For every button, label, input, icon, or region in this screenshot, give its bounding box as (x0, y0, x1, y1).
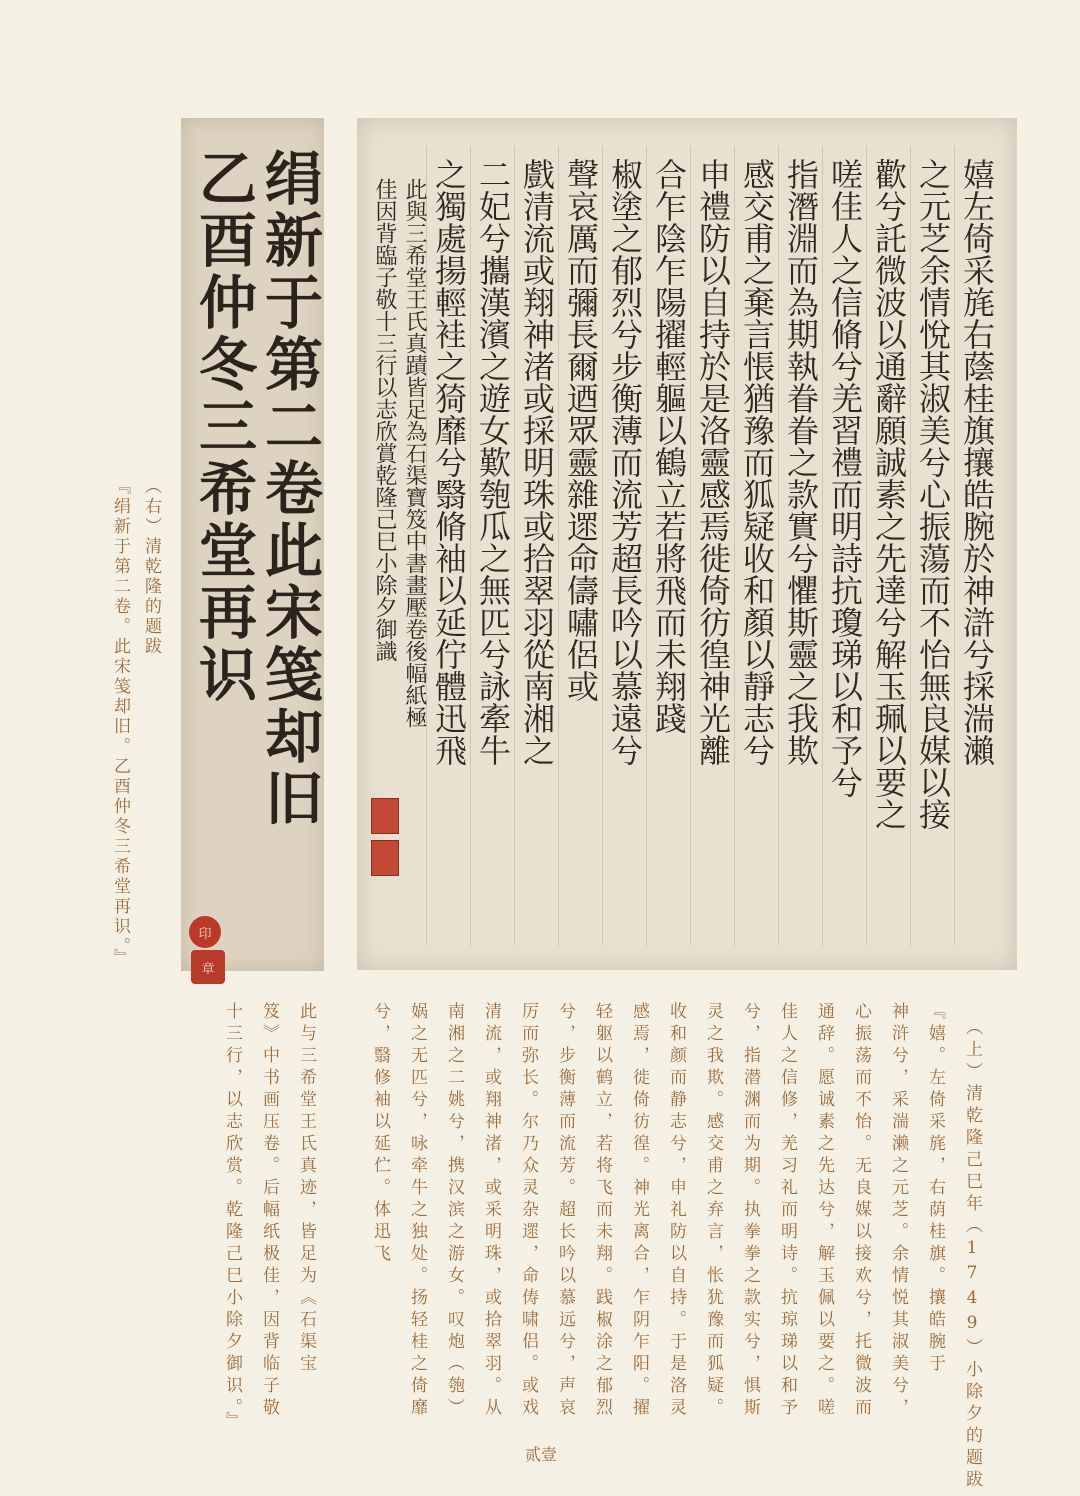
red-seal-round: 印 (189, 916, 221, 948)
main-column: 之元芝余情悅其淑美兮心振蕩而不怡無良媒以接 (914, 158, 952, 830)
column-rule (866, 146, 867, 946)
column-rule (646, 146, 647, 946)
main-column: 申禮防以自持於是洛靈感焉徙倚彷徨神光離 (694, 158, 732, 766)
commentary-column: 通辞。愿诚素之先达兮，解玉佩以要之。嗟 (814, 1002, 834, 1420)
inscription-line-2: 佳因背臨子敬十三行以志欣賞乾隆己巳小除夕御識 (372, 178, 397, 662)
main-column: 嗟佳人之信脩兮羌習禮而明詩抗瓊珶以和予兮 (826, 158, 864, 798)
commentary-column: 佳人之信修，羌习礼而明诗。抗琼珶以和予 (777, 1002, 797, 1420)
commentary-column: 清流，或翔神渚，或采明珠，或拾翠羽。从 (481, 1002, 501, 1420)
main-column: 指潛淵而為期執眷眷之款實兮懼斯靈之我欺 (782, 158, 820, 766)
left-caption-title: （右）清乾隆的题跋 (141, 477, 161, 657)
column-rule (602, 146, 603, 946)
scroll-left-line-1: 绢新于第二卷此宋笺却旧 (255, 148, 323, 830)
main-column: 之獨處揚輕袿之猗靡兮翳脩袖以延佇體迅飛 (430, 158, 468, 766)
column-rule (690, 146, 691, 946)
left-calligraphy-scroll (181, 118, 324, 977)
commentary-column: 神浒兮，采湍濑之元芝。余情悦其淑美兮， (888, 1002, 908, 1420)
commentary-column: 轻躯以鹤立，若将飞而未翔。践椒涂之郁烈 (592, 1002, 612, 1420)
main-column: 聲哀厲而彌長爾迺眾靈雜遝命儔嘯侶或 (562, 158, 600, 702)
column-rule (558, 146, 559, 946)
left-caption-text: 『绢新于第二卷。此宋笺却旧。乙酉仲冬三希堂再识。』 (110, 477, 130, 969)
main-column: 合乍陰乍陽擢輕軀以鶴立若將飛而未翔踐 (650, 158, 688, 734)
commentary-column: 十三行，以志欣赏。乾隆己巳小除夕御识。』 (222, 1002, 242, 1434)
page-number: 贰壹 (525, 1445, 558, 1464)
commentary-column: 兮，指潜渊而为期。执拳拳之款实兮，惧斯 (740, 1002, 760, 1420)
column-rule (778, 146, 779, 946)
main-column: 椒塗之郁烈兮步衡薄而流芳超長吟以慕遠兮 (606, 158, 644, 766)
red-seal-square: 章 (191, 950, 225, 984)
commentary-column: 灵之我欺。感交甫之弃言，怅犹豫而狐疑。 (703, 1002, 723, 1420)
inscription-line-1: 此與三希堂王氏真蹟皆足為石渠寶笈中書畫壓卷後幅紙極 (402, 178, 427, 728)
commentary-column: 娲之无匹兮，咏牵牛之独处。扬轻桂之倚靡 (407, 1002, 427, 1420)
commentary-column: 心振荡而不怡。无良媒以接欢兮，托微波而 (851, 1002, 871, 1420)
commentary-column: 南湘之二姚兮，携汉滨之游女。叹炮（匏） (444, 1002, 464, 1420)
main-calligraphy-panel (357, 118, 1017, 970)
main-column: 二妃兮攜漢濱之遊女歎匏瓜之無匹兮詠牽牛 (474, 158, 512, 766)
main-column: 感交甫之棄言悵猶豫而狐疑收和顏以靜志兮 (738, 158, 776, 766)
column-rule (822, 146, 823, 946)
commentary-column: 『嬉。左倚采旄，右荫桂旗。攘皓腕于 (925, 1002, 945, 1376)
main-column: 戲清流或翔神渚或採明珠或拾翠羽從南湘之 (518, 158, 556, 766)
commentary-column: 兮，步衡薄而流芳。超长吟以慕远兮，声哀 (555, 1002, 575, 1420)
main-column: 歡兮託微波以通辭願誠素之先達兮解玉珮以要之 (870, 158, 908, 830)
commentary-column: 收和颜而静志兮，申礼防以自持。于是洛灵 (666, 1002, 686, 1420)
column-rule (910, 146, 911, 946)
commentary-column: 感焉，徙倚彷徨。神光离合，乍阴乍阳。擢 (629, 1002, 649, 1420)
commentary-column: 厉而弥长。尔乃众灵杂遝，命俦啸侣。或戏 (518, 1002, 538, 1420)
scroll-left-line-2: 乙酉仲冬三希堂再识 (189, 148, 257, 706)
column-rule (514, 146, 515, 946)
column-rule (954, 146, 955, 946)
commentary-column: （上）清乾隆己巳年（1749）小除夕的题跋 (962, 1018, 982, 1492)
commentary-column: 兮，翳修袖以延伫。体迅飞 (370, 1002, 390, 1266)
column-rule (734, 146, 735, 946)
seal-small-2 (371, 840, 399, 876)
commentary-column: 此与三希堂王氏真迹，皆足为《石渠宝 (296, 1002, 316, 1376)
column-rule (470, 146, 471, 946)
commentary-column: 笈》中书画压卷。后幅纸极佳，因背临子敬 (259, 1002, 279, 1420)
seal-small-1 (371, 798, 399, 834)
main-column: 嬉左倚采旄右蔭桂旗攘皓腕於神滸兮採湍瀨 (958, 158, 996, 766)
